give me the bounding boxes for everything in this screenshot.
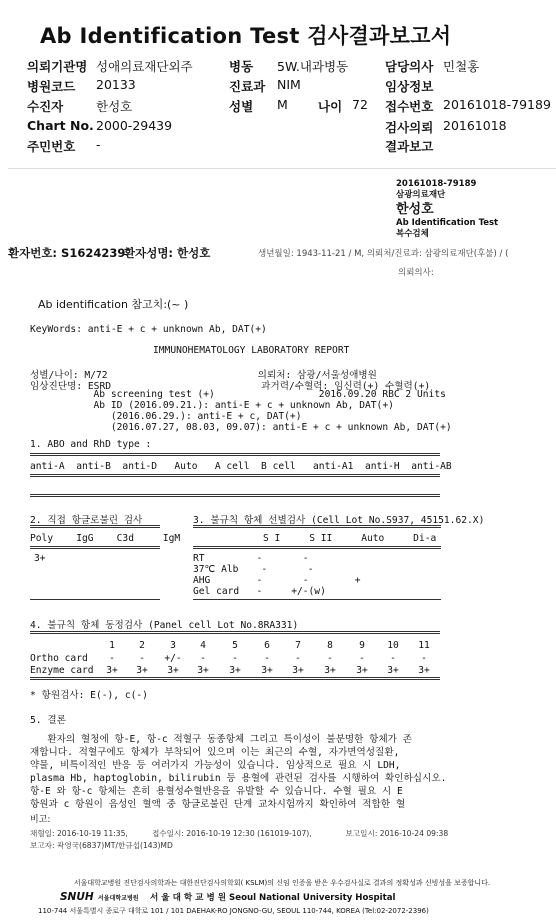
- label-age: 나이: [318, 99, 343, 114]
- panel-cell-number: 5: [232, 640, 238, 651]
- value-hospital-code: 20133: [96, 77, 136, 92]
- s1-title: 1. ABO and RhD type :: [30, 439, 152, 450]
- label-patient: 수진자: [27, 99, 64, 114]
- patient-no: 환자번호: S1624239: [8, 246, 126, 260]
- ortho-label: Ortho card: [30, 653, 88, 664]
- reporter: 보고자: 곽영국(6837)MT/한규섭(143)MD: [30, 841, 173, 850]
- stamp-code: 복수검체: [396, 229, 429, 239]
- enzyme-result: 3+: [324, 665, 336, 676]
- label-result-report: 결과보고: [385, 139, 434, 154]
- value-request-date: 20161018: [443, 118, 507, 133]
- keywords: KeyWords: anti-E + c + unknown Ab, DAT(+): [30, 324, 267, 335]
- divider: [30, 631, 440, 634]
- conclusion-line-1: 환자의 혈청에 항-E, 항-c 적혈구 동종항체 그리고 특이성이 불분명한 항체가 존: [30, 734, 412, 745]
- report-header: [0, 0, 556, 165]
- value-ward: 5W.내과병동: [277, 59, 349, 74]
- value-chart-no: 2000-29439: [96, 118, 173, 133]
- screen-row-rt: RT - -: [193, 553, 309, 564]
- history-line-4: Ab ID (2016.09.21.): anti-E + c + unknown Ab, DAT(+): [30, 400, 394, 411]
- patient-name: 환자성명: 한성호: [124, 246, 211, 260]
- ortho-result: -: [359, 653, 365, 664]
- referring-doctor: 의뢰의사:: [398, 268, 434, 278]
- history-line-1: 성별/나이: M/72 의뢰처: 삼광/서울성애병원: [30, 370, 377, 381]
- label-resident-no: 주민번호: [27, 139, 76, 154]
- label-clinical-info: 임상정보: [385, 79, 434, 94]
- label-sex: 성별: [229, 99, 254, 114]
- panel-cell-number: 6: [264, 640, 270, 651]
- label-receipt-no: 접수번호: [385, 99, 434, 114]
- enzyme-result: 3+: [229, 665, 241, 676]
- panel-cell-number: 9: [359, 640, 365, 651]
- panel-cell-number: 8: [327, 640, 333, 651]
- ortho-result: -: [109, 653, 115, 664]
- panel-cell-number: 3: [170, 640, 176, 651]
- enzyme-result: 3+: [356, 665, 368, 676]
- ortho-result: -: [232, 653, 238, 664]
- panel-cell-number: 10: [387, 640, 399, 651]
- history-line-5: (2016.06.29.): anti-E + c, DAT(+): [30, 411, 302, 422]
- panel-cell-number: 7: [295, 640, 301, 651]
- remark-label: 비고:: [30, 815, 51, 825]
- snuh-logo: SNUH: [60, 891, 94, 903]
- hospital-name: 서 울 대 학 교 병 원 Seoul National University Hospital: [150, 893, 396, 903]
- screen-row-ahg: AHG - - +: [193, 575, 361, 586]
- label-ward: 병동: [229, 59, 254, 74]
- s5-title: 5. 결론: [30, 715, 66, 726]
- conclusion-line-2: 재합니다. 적혈구에도 항체가 부착되어 있으며 이는 최근의 수혈, 자가면역성질환,: [30, 747, 400, 758]
- page-title: Ab Identification Test 검사결과보고서: [40, 24, 452, 48]
- stamp-name: 한성호: [396, 202, 434, 217]
- ortho-result: -: [295, 653, 301, 664]
- ortho-result: -: [390, 653, 396, 664]
- abo-columns: anti-A anti-B anti-D Auto A cell B cell anti-A1 anti-H anti-AB: [30, 461, 452, 472]
- dat-poly-value: 3+: [34, 553, 46, 564]
- panel-cell-number: 4: [200, 640, 206, 651]
- screen-columns: S I S II Auto Di-a: [263, 533, 437, 544]
- s3-title: 3. 불규칙 항체 선별검사 (Cell Lot No.S937, 45151.62.X): [193, 515, 485, 526]
- stamp-number: 20161018-79189: [396, 179, 477, 189]
- ortho-result: -: [264, 653, 270, 664]
- s2-title: 2. 직접 항글로불린 검사: [30, 515, 143, 526]
- divider: [193, 599, 441, 600]
- enzyme-result: 3+: [387, 665, 399, 676]
- history-line-6: (2016.07.27, 08.03, 09.07): anti-E + c + unknown Ab, DAT(+): [30, 422, 452, 433]
- divider: [30, 677, 440, 680]
- panel-cell-number: 11: [418, 640, 430, 651]
- label-chart-no: Chart No.: [27, 118, 94, 133]
- enzyme-label: Enzyme card: [30, 665, 94, 676]
- panel-cell-number: 2: [139, 640, 145, 651]
- divider: [30, 525, 160, 528]
- value-patient: 한성호: [96, 99, 133, 114]
- patient-info: 생년월일: 1943-11-21 / M, 의뢰처/진료과: 삼광의료재단(후불) / (: [258, 249, 509, 259]
- ortho-result: -: [200, 653, 206, 664]
- ortho-result: +/-: [164, 653, 182, 664]
- conclusion-line-6: 항원과 c 항원이 음성인 혈액 중 항글로불린 단계 교차시험까지 확인하여 적합한 혈: [30, 799, 406, 810]
- lab-report-title: IMMUNOHEMATOLOGY LABORATORY REPORT: [153, 345, 350, 356]
- divider: [30, 474, 440, 477]
- hospital-address: 110-744 서울특별시 종로구 대학로 101 / 101 DAEHAK-RO JONGNO-GU, SEOUL 110-744, KOREA (Tel:02-2072-2396): [38, 907, 429, 915]
- label-request-date: 검사의뢰: [385, 120, 434, 135]
- value-requester: 성애의료재단외주: [96, 59, 193, 74]
- enzyme-result: 3+: [261, 665, 273, 676]
- ortho-result: -: [139, 653, 145, 664]
- ortho-result: -: [327, 653, 333, 664]
- enzyme-result: 3+: [197, 665, 209, 676]
- divider: [193, 525, 441, 528]
- divider: [30, 494, 440, 497]
- value-doctor: 민철홍: [443, 59, 480, 74]
- conclusion-line-3: 약물, 비특이적인 반응 등 여러가지 가능성이 있습니다. 임상적으로 필요 시 LDH,: [30, 760, 401, 771]
- screen-row-alb: 37℃ Alb - -: [193, 564, 314, 575]
- value-receipt-no: 20161018-79189: [443, 97, 551, 112]
- divider: [193, 546, 441, 549]
- report-title: Ab identification 참고치:(~ ): [38, 298, 189, 311]
- s4-title: 4. 불규칙 항체 동정검사 (Panel cell Lot No.8RA331): [30, 620, 299, 631]
- conclusion-line-5: 항-E 와 항-c 항체는 흔히 용혈성수혈반응을 유발할 수 있습니다. 수혈 필요 시 E: [30, 786, 403, 797]
- enzyme-result: 3+: [292, 665, 304, 676]
- value-sex: M: [277, 97, 288, 112]
- history-line-2: 임상진단명: ESRD 과거력/수혈력: 임신력(+) 수혈력(+): [30, 381, 431, 392]
- value-resident-no: -: [96, 137, 101, 152]
- enzyme-result: 3+: [136, 665, 148, 676]
- label-department: 진료과: [229, 79, 266, 94]
- dat-columns: Poly IgG C3d IgM: [30, 533, 181, 544]
- label-doctor: 담당의사: [385, 59, 434, 74]
- scanned-report: [8, 168, 556, 923]
- snuh-logo-sub: 서울대학교병원: [98, 895, 139, 902]
- report-dates: 채혈일: 2016-10-19 11:35, 접수일시: 2016-10-19 12:30 (161019-107), 보고일시: 2016-10-24 09:38: [30, 829, 449, 838]
- label-hospital-code: 병원코드: [27, 79, 76, 94]
- history-line-3: Ab screening test (+) 2016.09.20 RBC 2 Units: [30, 389, 446, 400]
- divider: [30, 599, 160, 600]
- specimen-stamp: [396, 179, 498, 240]
- enzyme-result: 3+: [106, 665, 118, 676]
- ortho-result: -: [421, 653, 427, 664]
- screen-row-gel: Gel card - +/-(w): [193, 586, 326, 597]
- divider: [30, 546, 160, 549]
- antigen-test: * 항원검사: E(-), c(-): [30, 690, 148, 701]
- enzyme-result: 3+: [418, 665, 430, 676]
- panel-cell-number: 1: [109, 640, 115, 651]
- divider: [30, 453, 440, 456]
- stamp-org: 삼광의료재단: [396, 190, 446, 200]
- value-age: 72: [352, 97, 368, 112]
- certification-note: 서울대학교병원 진단검사의학과는 대한진단검사의학회( KSLM)의 신임 인증을 받은 우수검사실로 결과의 정확성과 신빙성을 보증합니다.: [73, 879, 491, 887]
- conclusion-line-4: plasma Hb, haptoglobin, bilirubin 등 용혈에 관련된 검사를 시행하여 확인하십시오.: [30, 773, 447, 784]
- label-requester: 의뢰기관명: [27, 59, 88, 74]
- enzyme-result: 3+: [167, 665, 179, 676]
- stamp-test: Ab Identification Test: [396, 218, 499, 228]
- value-department: NIM: [277, 77, 301, 92]
